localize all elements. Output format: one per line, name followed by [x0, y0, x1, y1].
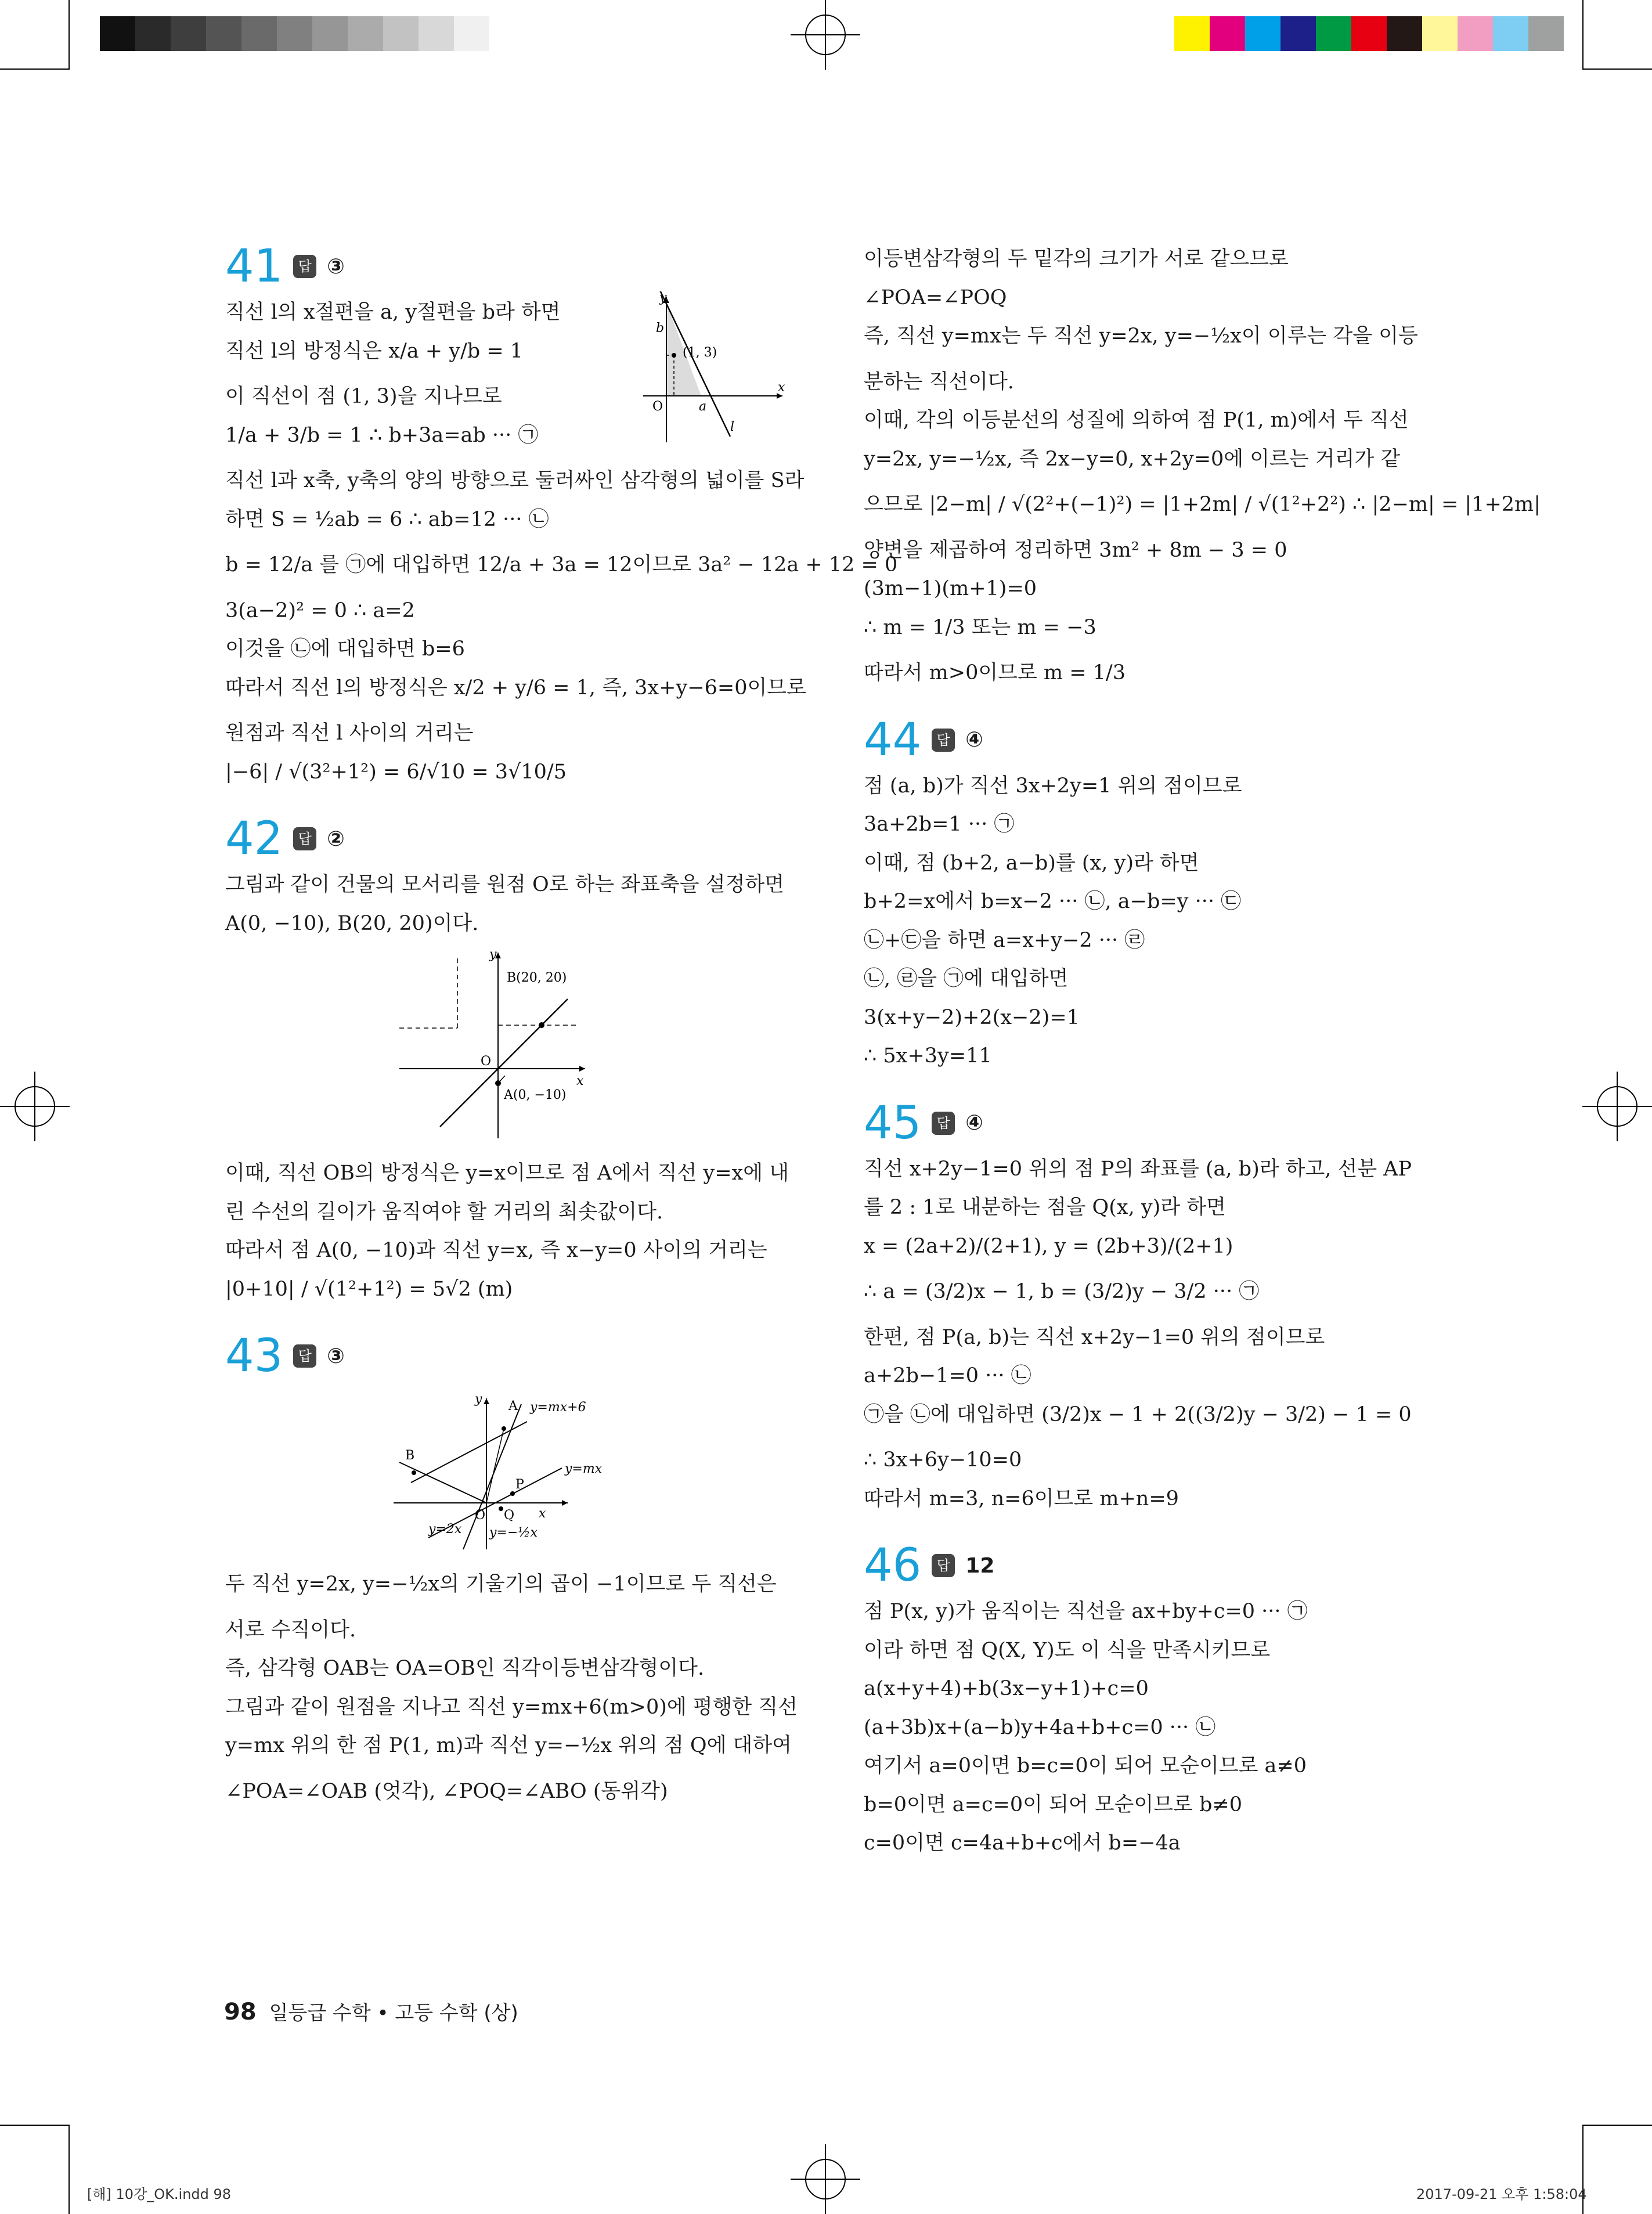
crop-mark — [1582, 2125, 1652, 2126]
label-b: b — [656, 321, 665, 336]
color-swatch — [1281, 16, 1316, 51]
crop-mark — [1582, 68, 1652, 70]
registration-mark-bottom — [791, 2144, 860, 2214]
text-line: 이등변삼각형의 두 밑각의 크기가 서로 같으므로 — [864, 247, 1289, 271]
color-swatch — [312, 16, 348, 51]
text-line: 즉, 삼각형 OAB는 OA=OB인 직각이등변삼각형이다. — [225, 1657, 705, 1680]
line-label-mx: y=mx — [565, 1462, 603, 1476]
color-swatch — [1422, 16, 1458, 51]
point-p-label: P — [515, 1477, 524, 1492]
problem-number: 45 — [864, 1097, 922, 1149]
text-line: ∴ 5x+3y=11 — [864, 1044, 992, 1068]
point-q-label: Q — [504, 1508, 515, 1523]
text-line: 이 직선이 점 (1, 3)을 지나므로 — [225, 385, 502, 408]
answer-value: 12 — [965, 1553, 995, 1578]
text-line: x = (2a+2)/(2+1), y = (2b+3)/(2+1) — [864, 1234, 1233, 1258]
text-line: 그림과 같이 건물의 모서리를 원점 O로 하는 좌표축을 설정하면 — [225, 873, 784, 896]
text-line: ㉡, ㉣을 ㉠에 대입하면 — [864, 967, 1069, 990]
problem-46-header — [864, 1539, 1444, 1592]
color-swatch — [1245, 16, 1281, 51]
crop-mark — [68, 0, 70, 68]
problem-41-figure — [643, 291, 794, 448]
text-line: 분하는 직선이다. — [864, 370, 1014, 394]
problem-number: 44 — [864, 713, 922, 766]
text-line: 3a+2b=1 ··· ㉠ — [864, 813, 1015, 836]
answer-badge: 답 — [293, 1344, 316, 1368]
problem-44-header — [864, 713, 1444, 766]
color-swatch — [135, 16, 171, 51]
crop-mark — [68, 2125, 70, 2214]
line-label-mx6: y=mx+6 — [530, 1400, 586, 1415]
text-line: a+2b−1=0 ··· ㉡ — [864, 1364, 1031, 1387]
answer-value: ④ — [965, 728, 983, 752]
color-bar — [1174, 16, 1564, 51]
text-line: y=mx 위의 한 점 P(1, m)과 직선 y=−½x 위의 점 Q에 대하여 — [225, 1734, 792, 1757]
point-a-label: A — [508, 1399, 518, 1414]
text-line: ∴ 3x+6y−10=0 — [864, 1448, 1022, 1472]
text-line: b=0이면 a=c=0이 되어 모순이므로 b≠0 — [864, 1793, 1242, 1816]
color-swatch — [1210, 16, 1245, 51]
text-line: 서로 수직이다. — [225, 1618, 356, 1642]
answer-value: ③ — [327, 1344, 345, 1368]
text-line: |0+10| / √(1²+1²) = 5√2 (m) — [225, 1277, 513, 1301]
color-swatch — [100, 16, 135, 51]
problem-41-header — [225, 240, 806, 293]
text-line: 직선 x+2y−1=0 위의 점 P의 좌표를 (a, b)라 하고, 선분 AP — [864, 1157, 1412, 1181]
line-label-2x: y=2x — [428, 1522, 462, 1537]
label-l: l — [730, 420, 735, 434]
text-line: 1/a + 3/b = 1 ∴ b+3a=ab ··· ㉠ — [225, 423, 539, 447]
problem-number: 42 — [225, 813, 283, 865]
origin-label: O — [481, 1054, 492, 1069]
text-line: 직선 l의 방정식은 x/a + y/b = 1 — [225, 339, 524, 363]
answer-value: ③ — [327, 254, 345, 279]
text-line: 그림과 같이 원점을 지나고 직선 y=mx+6(m>0)에 평행한 직선 — [225, 1695, 798, 1719]
text-line: 하면 S = ½ab = 6 ∴ ab=12 ··· ㉡ — [225, 507, 549, 531]
origin-label: O — [652, 399, 663, 414]
page-footer — [224, 1997, 518, 2025]
problem-number: 41 — [225, 240, 283, 293]
text-line: c=0이면 c=4a+b+c에서 b=−4a — [864, 1831, 1181, 1855]
text-line: 3(x+y−2)+2(x−2)=1 — [864, 1005, 1080, 1029]
text-line: 이때, 점 (b+2, a−b)를 (x, y)라 하면 — [864, 851, 1199, 875]
text-line: (a+3b)x+(a−b)y+4a+b+c=0 ··· ㉡ — [864, 1715, 1216, 1739]
text-line: 이것을 ㉡에 대입하면 b=6 — [225, 637, 465, 661]
color-swatch — [241, 16, 277, 51]
answer-badge: 답 — [932, 729, 955, 752]
text-line: 따라서 점 A(0, −10)과 직선 y=x, 즉 x−y=0 사이의 거리는 — [225, 1239, 767, 1262]
color-swatch — [348, 16, 383, 51]
color-swatch — [419, 16, 454, 51]
text-line: ㉡+㉢을 하면 a=x+y−2 ··· ㉣ — [864, 928, 1145, 952]
answer-value: ④ — [965, 1111, 983, 1135]
print-slug-file: [해] 10강_OK.indd 98 — [87, 2186, 232, 2202]
text-line: 직선 l과 x축, y축의 양의 방향으로 둘러싸인 삼각형의 넓이를 S라 — [225, 469, 805, 492]
text-line: 점 (a, b)가 직선 3x+2y=1 위의 점이므로 — [864, 774, 1242, 798]
crop-mark — [0, 68, 70, 70]
problem-number: 43 — [225, 1330, 283, 1382]
text-line: 이라 하면 점 Q(X, Y)도 이 식을 만족시키므로 — [864, 1638, 1271, 1662]
text-line: ∠POA=∠OAB (엇각), ∠POQ=∠ABO (동위각) — [225, 1779, 668, 1803]
answer-badge: 답 — [932, 1112, 955, 1135]
text-line: b+2=x에서 b=x−2 ··· ㉡, a−b=y ··· ㉢ — [864, 890, 1242, 913]
color-swatch — [1316, 16, 1351, 51]
text-line: 린 수선의 길이가 움직여야 할 거리의 최솟값이다. — [225, 1200, 663, 1224]
origin-label: O — [475, 1508, 486, 1523]
registration-mark-top — [791, 0, 860, 70]
color-swatch — [454, 16, 489, 51]
problem-42-header — [225, 813, 806, 865]
text-line: 이때, 직선 OB의 방정식은 y=x이므로 점 A에서 직선 y=x에 내 — [225, 1162, 789, 1185]
answer-badge: 답 — [293, 255, 316, 278]
color-swatch — [1387, 16, 1422, 51]
axis-label-x: x — [539, 1506, 546, 1521]
text-line: 원점과 직선 l 사이의 거리는 — [225, 722, 474, 745]
axis-label-x: x — [576, 1074, 584, 1088]
point-b-label: B(20, 20) — [507, 971, 567, 985]
grayscale-bar — [100, 16, 489, 51]
text-line: ∠POA=∠POQ — [864, 286, 1007, 309]
problem-43-header — [225, 1330, 806, 1382]
line-label-half: y=−½x — [489, 1526, 538, 1540]
text-line: 양변을 제곱하여 정리하면 3m² + 8m − 3 = 0 — [864, 538, 1287, 562]
book-title: 일등급 수학 • 고등 수학 (상) — [269, 2002, 518, 2025]
color-swatch — [171, 16, 206, 51]
text-line: 따라서 m>0이므로 m = 1/3 — [864, 661, 1126, 684]
text-line: 여기서 a=0이면 b=c=0이 되어 모순이므로 a≠0 — [864, 1754, 1307, 1777]
text-line: ㉠을 ㉡에 대입하면 (3/2)x − 1 + 2((3/2)y − 3/2) − 1 = 0 — [864, 1402, 1412, 1426]
text-line: 직선 l의 x절편을 a, y절편을 b라 하면 — [225, 301, 561, 324]
text-line: 으므로 |2−m| / √(2²+(−1)²) = |1+2m| / √(1²+2²) ∴ |2−m| = |1+2m| — [864, 493, 1541, 516]
registration-mark-left — [0, 1072, 70, 1141]
text-line: |−6| / √(3²+1²) = 6/√10 = 3√10/5 — [225, 760, 567, 784]
color-swatch — [1351, 16, 1387, 51]
answer-badge: 답 — [293, 827, 316, 850]
text-line: 를 2 : 1로 내분하는 점을 Q(x, y)라 하면 — [864, 1196, 1226, 1219]
axis-label-y: y — [475, 1392, 482, 1407]
text-line: 3(a−2)² = 0 ∴ a=2 — [225, 598, 415, 622]
text-line: ∴ m = 1/3 또는 m = −3 — [864, 615, 1096, 639]
color-swatch — [1493, 16, 1528, 51]
axis-label-x: x — [778, 380, 785, 395]
text-line: 따라서 직선 l의 방정식은 x/2 + y/6 = 1, 즉, 3x+y−6=0이므로 — [225, 676, 806, 699]
color-swatch — [1174, 16, 1210, 51]
problem-number: 46 — [864, 1539, 922, 1592]
text-line: 이때, 각의 이등분선의 성질에 의하여 점 P(1, m)에서 두 직선 — [864, 409, 1409, 432]
axis-label-y: y — [659, 291, 667, 305]
text-line: 즉, 직선 y=mx는 두 직선 y=2x, y=−½x이 이루는 각을 이등 — [864, 324, 1418, 348]
color-swatch — [383, 16, 419, 51]
text-line: 점 P(x, y)가 움직이는 직선을 ax+by+c=0 ··· ㉠ — [864, 1600, 1308, 1623]
text-line: b = 12/a 를 ㉠에 대입하면 12/a + 3a = 12이므로 3a² − 12a + 12 = 0 — [225, 553, 898, 576]
color-swatch — [1458, 16, 1493, 51]
color-swatch — [206, 16, 241, 51]
color-swatch — [1528, 16, 1564, 51]
registration-mark-right — [1582, 1072, 1652, 1141]
label-a: a — [699, 399, 707, 414]
text-line: A(0, −10), B(20, 20)이다. — [225, 911, 479, 935]
problem-42-figure — [399, 947, 620, 1144]
text-line: y=2x, y=−½x, 즉 2x−y=0, x+2y=0에 이르는 거리가 같 — [864, 447, 1401, 471]
point-b-label: B — [405, 1448, 415, 1463]
right-column — [864, 244, 1541, 1867]
print-slug-timestamp: 2017-09-21 오후 1:58:04 — [1416, 2186, 1587, 2202]
answer-value: ② — [327, 827, 345, 851]
answer-badge: 답 — [932, 1554, 955, 1577]
problem-43-figure — [394, 1387, 649, 1555]
text-line: (3m−1)(m+1)=0 — [864, 577, 1037, 600]
page-number: 98 — [224, 1999, 257, 2025]
crop-mark — [0, 2125, 70, 2126]
point-a-label: A(0, −10) — [504, 1088, 567, 1102]
axis-label-y: y — [489, 947, 497, 962]
problem-45-header — [864, 1097, 1444, 1149]
text-line: 한편, 점 P(a, b)는 직선 x+2y−1=0 위의 점이므로 — [864, 1325, 1325, 1349]
label-point: (1, 3) — [683, 345, 717, 360]
text-line: a(x+y+4)+b(3x−y+1)+c=0 — [864, 1677, 1149, 1700]
text-line: 따라서 m=3, n=6이므로 m+n=9 — [864, 1487, 1179, 1510]
text-line: ∴ a = (3/2)x − 1, b = (3/2)y − 3/2 ··· ㉠ — [864, 1280, 1260, 1303]
color-swatch — [277, 16, 312, 51]
crop-mark — [1582, 0, 1584, 68]
text-line: 두 직선 y=2x, y=−½x의 기울기의 곱이 −1이므로 두 직선은 — [225, 1573, 777, 1596]
